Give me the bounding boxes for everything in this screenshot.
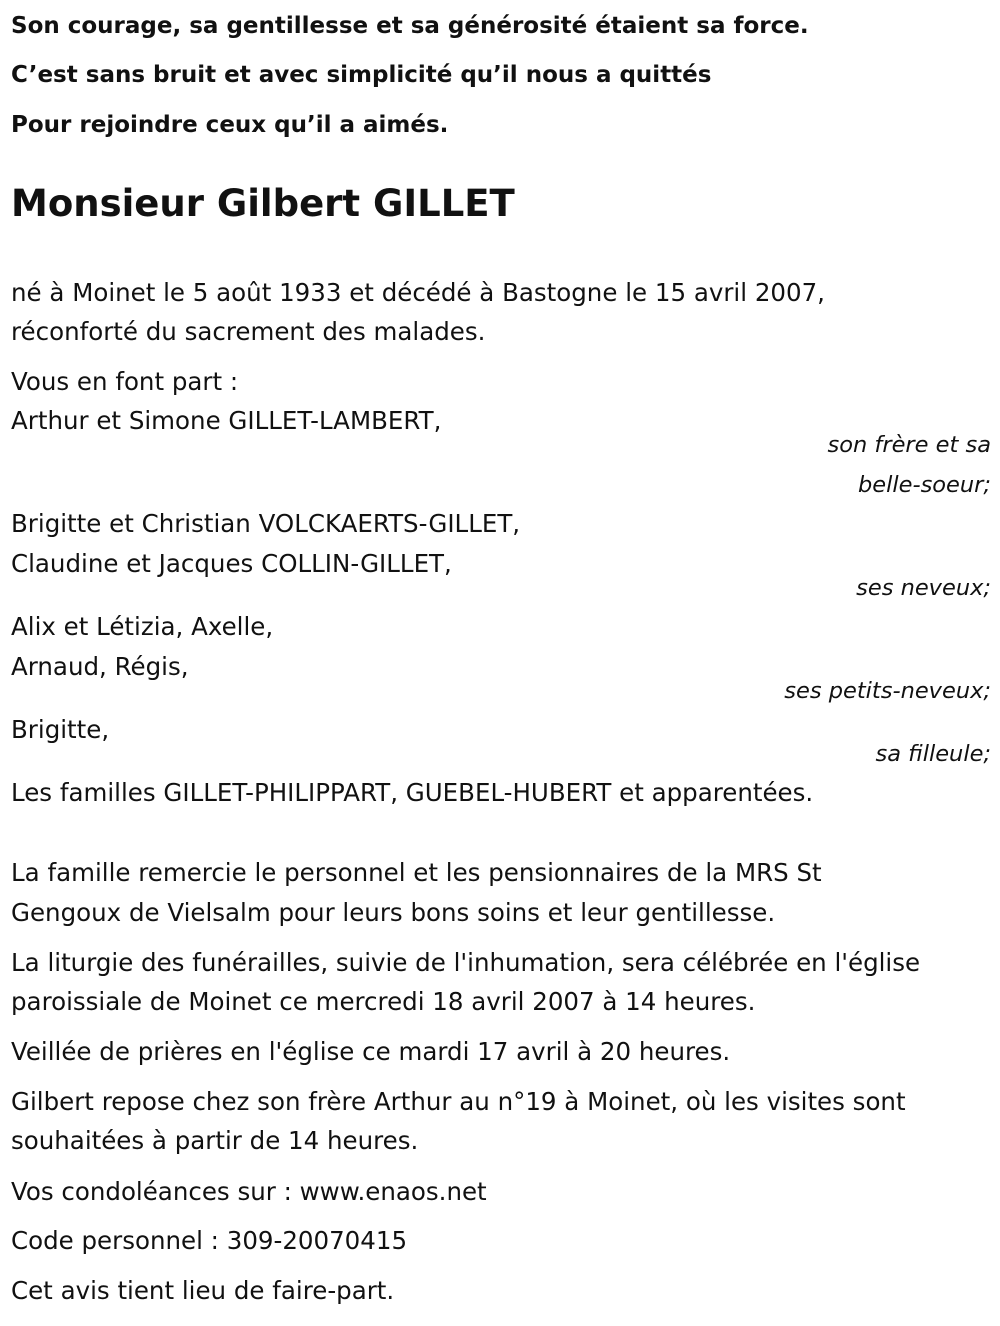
liturgy-line-2: paroissiale de Moinet ce mercredi 18 avril 2007 à 14 heures.: [11, 987, 756, 1016]
rest-line-2: souhaitées à partir de 14 heures.: [11, 1126, 419, 1155]
deceased-name-title: Monsieur Gilbert GILLET: [11, 182, 515, 225]
birth-death-line: né à Moinet le 5 août 1933 et décédé à Bastogne le 15 avril 2007,: [11, 278, 825, 307]
extended-families-line: Les familles GILLET-PHILIPPART, GUEBEL-HUBERT et apparentées.: [11, 778, 814, 807]
family-name-line: Alix et Létizia, Axelle,: [11, 612, 274, 641]
personal-code-line: Code personnel : 309-20070415: [11, 1226, 408, 1255]
family-name-line: Claudine et Jacques COLLIN-GILLET,: [11, 549, 452, 578]
family-name-line: Brigitte,: [11, 715, 110, 744]
rest-line-1: Gilbert repose chez son frère Arthur au n°19 à Moinet, où les visites sont: [11, 1087, 906, 1116]
sacrament-line: réconforté du sacrement des malades.: [11, 317, 486, 346]
family-name-line: Brigitte et Christian VOLCKAERTS-GILLET,: [11, 509, 521, 538]
family-name-line: Arthur et Simone GILLET-LAMBERT,: [11, 406, 442, 435]
epigraph-line-1: Son courage, sa gentillesse et sa générosité étaient sa force.: [11, 13, 809, 39]
family-name-line: Arnaud, Régis,: [11, 652, 189, 681]
relation-label: sa filleule;: [875, 741, 991, 767]
announce-line: Vous en font part :: [11, 367, 239, 396]
vigil-line: Veillée de prières en l'église ce mardi 17 avril à 20 heures.: [11, 1037, 731, 1066]
condolences-line: Vos condoléances sur : www.enaos.net: [11, 1177, 487, 1206]
closing-line: Cet avis tient lieu de faire-part.: [11, 1276, 395, 1305]
relation-label: belle-soeur;: [857, 472, 991, 498]
relation-label: son frère et sa: [827, 432, 991, 458]
epigraph-line-2: C’est sans bruit et avec simplicité qu’il nous a quittés: [11, 62, 712, 88]
relation-label: ses neveux;: [856, 575, 991, 601]
liturgy-line-1: La liturgie des funérailles, suivie de l'inhumation, sera célébrée en l'église: [11, 948, 921, 977]
thanks-line-1: La famille remercie le personnel et les pensionnaires de la MRS St: [11, 858, 822, 887]
thanks-line-2: Gengoux de Vielsalm pour leurs bons soins et leur gentillesse.: [11, 898, 776, 927]
relation-label: ses petits-neveux;: [784, 678, 991, 704]
epigraph-line-3: Pour rejoindre ceux qu’il a aimés.: [11, 112, 449, 138]
